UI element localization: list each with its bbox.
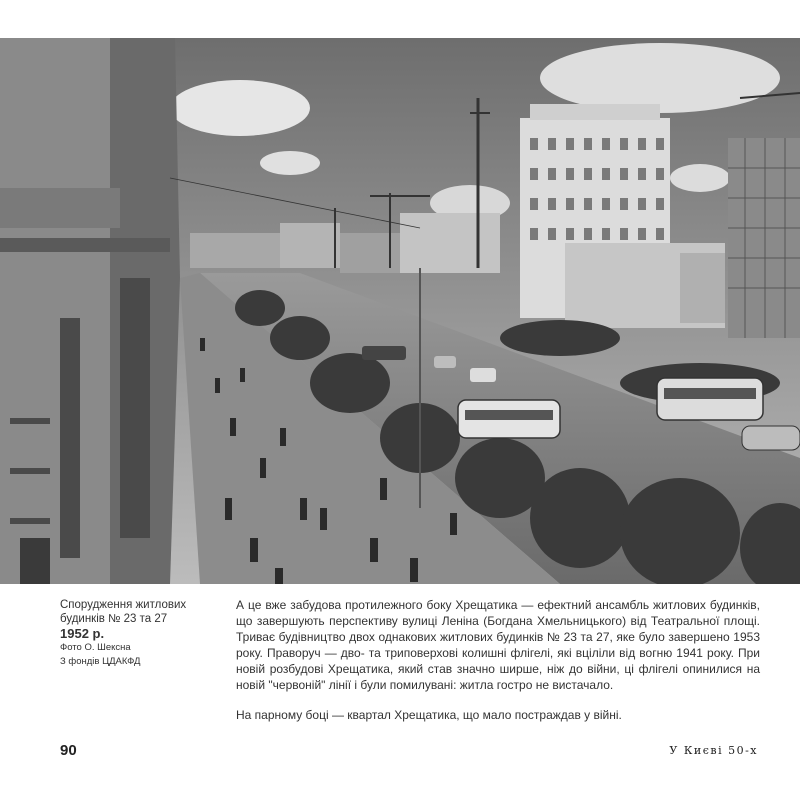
photo-caption: [60, 598, 220, 669]
caption-archive: З фондів ЦДАКФД: [60, 656, 141, 667]
caption-photo-credit: Фото О. Шексна: [60, 642, 131, 653]
photo-icon: [0, 38, 800, 584]
page-number: 90: [60, 742, 77, 759]
historic-photo: [0, 38, 800, 584]
body-text: [236, 597, 760, 723]
running-head: У Києві 50-х: [669, 744, 758, 757]
body-paragraph-2: На парному боці — квартал Хрещатика, що мало постраждав у війні.: [236, 708, 622, 722]
body-paragraph-1: А це вже забудова протилежного боку Хрещатика — ефектний ансамбль житлових будинків, що завершують перспективу вулиці Леніна (Богдана Хмельницького) від Театральної площі. Триває будівництво двох однакових житлових будинків № 23 та 27, яке було завершено 1953 року. Праворуч — дво- та триповерхові колишні флігелі, які вціліли від вогню 1941 року. При новій розбудові Хрещатика, який став значно ширше, ніж до війни, ці флігелі опинилися на новій "червоній" лінії і були помилувані: житла гостро не вистачало.: [236, 598, 760, 692]
caption-title: Спорудження житлових будинків № 23 та 27: [60, 599, 187, 625]
caption-year: 1952 р.: [60, 626, 105, 641]
